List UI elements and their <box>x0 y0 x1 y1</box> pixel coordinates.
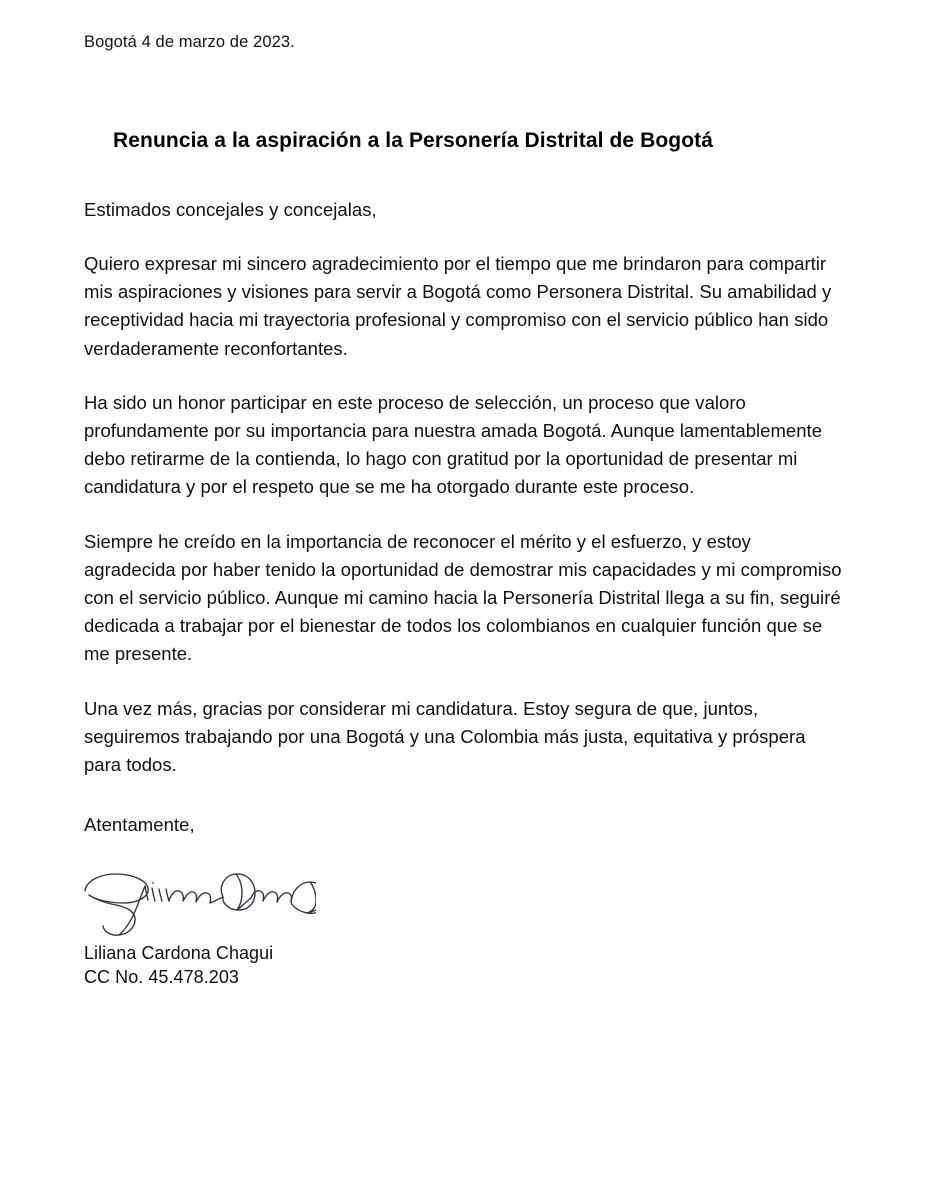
body-paragraph-3: Siempre he creído en la importancia de reconocer el mérito y el esfuerzo, y estoy agradecida por haber tenido la oportunidad de demostrar mis capacidades y mi compromiso con el servicio público. Aunque mi camino hacia la Personería Distrital llega a su fin, seguiré dedicada a trabajar por el bienestar de todos los colombianos en cualquier función que se me presente. <box>84 530 842 665</box>
page-title: Renuncia a la aspiración a la Personería Distrital de Bogotá <box>113 129 714 152</box>
signature-block <box>84 853 846 939</box>
salutation: Estimados concejales y concejalas, <box>84 199 377 220</box>
signer-id-number: CC No. 45.478.203 <box>84 967 239 988</box>
document-body <box>84 0 846 989</box>
handwritten-signature-icon <box>76 853 316 939</box>
body-paragraph-4: Una vez más, gracias por considerar mi candidatura. Estoy segura de que, juntos, seguiremos trabajando por una Bogotá y una Colombia más justa, equitativa y próspera para todos. <box>84 697 806 776</box>
date-line: Bogotá 4 de marzo de 2023. <box>84 33 295 51</box>
signer-name: Liliana Cardona Chagui <box>84 943 274 964</box>
body-paragraph-1: Quiero expresar mi sincero agradecimiento por el tiempo que me brindaron para compartir mis aspiraciones y visiones para servir a Bogotá como Personera Distrital. Su amabilidad y receptividad hacia mi trayectoria profesional y compromiso con el servicio público han sido verdaderamente reconfortantes. <box>84 253 832 359</box>
closing-salutation: Atentamente, <box>84 814 195 836</box>
body-paragraph-2: Ha sido un honor participar en este proceso de selección, un proceso que valoro profundamente por su importancia para nuestra amada Bogotá. Aunque lamentablemente debo retirarme de la contienda, lo hago con gratitud por la oportunidad de presentar mi candidatura y por el respeto que se me ha otorgado durante este proceso. <box>84 391 823 498</box>
